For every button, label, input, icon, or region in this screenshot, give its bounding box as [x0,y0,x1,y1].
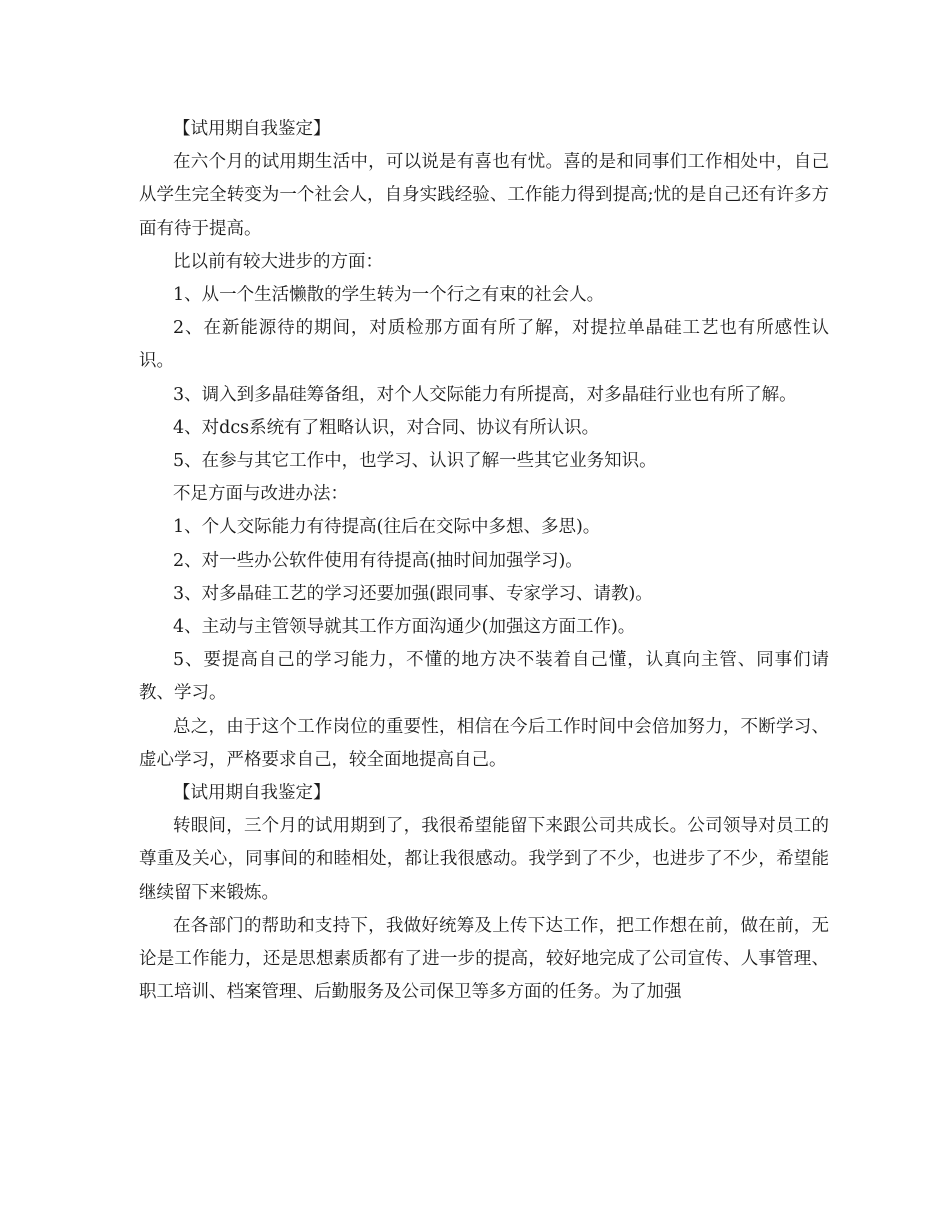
list-item: 4、主动与主管领导就其工作方面沟通少(加强这方面工作)。 [173,617,636,638]
paragraph: 总之，由于这个工作岗位的重要性，相信在今后工作时间中会倍加努力，不断学习、虚心学习，严格要求自己，较全面地提高自己。 [139,716,829,770]
list-item: 1、个人交际能力有待提高(往后在交际中多想、多思)。 [173,517,601,538]
section-heading: 【试用期自我鉴定】 [173,119,331,139]
paragraph: 在各部门的帮助和支持下，我做好统筹及上传下达工作，把工作想在前，做在前，无论是工作能力，还是思想素质都有了进一步的提高，较好地完成了公司宣传、人事管理、职工培训、档案管理、后勤服务及公司保卫等多方面的任务。为了加强 [139,915,829,1003]
paragraph: 在六个月的试用期生活中，可以说是有喜也有忧。喜的是和同事们工作相处中，自己从学生完全转变为一个社会人，自身实践经验、工作能力得到提高;忧的是自己还有许多方面有待于提高。 [139,152,829,239]
list-item: 5、在参与其它工作中，也学习、认识了解一些其它业务知识。 [173,451,657,472]
list-item: 3、对多晶硅工艺的学习还要加强(跟同事、专家学习、请教)。 [173,583,653,604]
document-body [139,113,829,1009]
list-item: 2、在新能源待的期间，对质检那方面有所了解，对提拉单晶硅工艺也有所感性认识。 [139,318,829,372]
list-item: 4、对dcs系统有了粗略认识，对合同、协议有所认识。 [173,417,600,438]
list-item: 3、调入到多晶硅筹备组，对个人交际能力有所提高，对多晶硅行业也有所了解。 [173,384,797,405]
section-heading: 【试用期自我鉴定】 [173,783,331,804]
list-item: 1、从一个生活懒散的学生转为一个行之有束的社会人。 [173,285,605,306]
paragraph: 不足方面与改进办法： [173,484,348,505]
list-item: 5、要提高自己的学习能力，不懂的地方决不装着自己懂，认真向主管、同事们请教、学习。 [139,650,829,704]
paragraph: 转眼间，三个月的试用期到了，我很希望能留下来跟公司共成长。公司领导对员工的尊重及关心，同事间的和睦相处，都让我很感动。我学到了不少，也进步了不少，希望能继续留下来锻炼。 [139,816,829,903]
paragraph: 比以前有较大进步的方面： [173,251,383,272]
list-item: 2、对一些办公软件使用有待提高(抽时间加强学习)。 [173,550,583,571]
